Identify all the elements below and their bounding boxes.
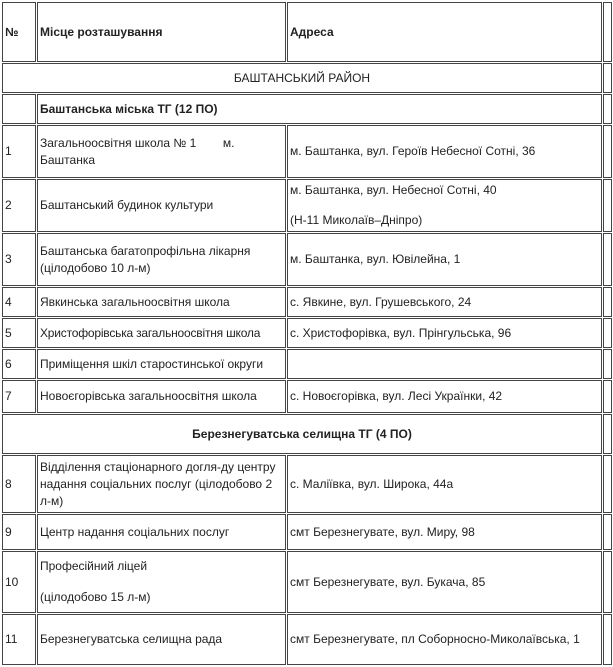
edge-cell [603, 414, 612, 454]
edge-cell [603, 94, 612, 124]
header-num [2, 2, 36, 62]
row-place [37, 349, 286, 379]
row-address [287, 287, 602, 317]
row-address [287, 380, 602, 413]
row-address [287, 455, 602, 513]
row-num-text: 5 [5, 325, 12, 340]
row-place [37, 614, 286, 665]
row-address [287, 514, 602, 550]
row-num [2, 380, 36, 413]
edge-cell [603, 2, 612, 62]
row-place [37, 455, 286, 513]
district-title: БАШТАНСЬКИЙ РАЙОН [233, 70, 371, 85]
edge-cell [603, 551, 612, 613]
row-place-text: Явкинська загальноосвітня школа [40, 294, 230, 309]
group-empty-cell [2, 94, 36, 124]
row-num [2, 287, 36, 317]
edge-cell [603, 514, 612, 550]
row-address-text: смт Березнегувате, вул. Букача, 85 [290, 574, 486, 589]
edge-cell [603, 318, 612, 348]
edge-cell [603, 287, 612, 317]
header-place-text: Місце розташування [40, 24, 163, 39]
row-place [37, 287, 286, 317]
row-address-text: с. Маліївка, вул. Широка, 44а [290, 476, 454, 491]
row-address-text: смт Березнегувате, пл Соборносно-Миколаївська, 1 [290, 632, 580, 646]
edge-cell [603, 63, 612, 93]
row-address [287, 551, 602, 613]
row-num-text: 7 [5, 389, 12, 403]
row-place [37, 233, 286, 286]
group-title-row [2, 414, 602, 454]
row-place-note: (цілодобово 15 л-м) [40, 590, 151, 604]
row-address-text: м. Баштанка, вул. Ювілейна, 1 [290, 252, 461, 266]
row-place-text: Баштанська багатопрофільна лікарня (цілодобово 10 л-м) [40, 243, 251, 275]
edge-cell [603, 125, 612, 178]
row-num [2, 455, 36, 513]
row-address [287, 614, 602, 665]
district-row [2, 63, 602, 93]
header-num-text: № [5, 24, 19, 39]
edge-cell [603, 455, 612, 513]
row-num-text: 2 [5, 198, 12, 212]
row-address [287, 179, 602, 232]
row-address-text: м. Баштанка, вул. Героїв Небесної Сотні, 36 [290, 144, 536, 158]
row-num-text: 9 [5, 524, 12, 539]
row-place-text: Приміщення шкіл старостинської округи [40, 356, 264, 371]
header-address-text: Адреса [290, 24, 334, 39]
row-num [2, 514, 36, 550]
row-place [37, 125, 286, 178]
row-num-text: 1 [5, 144, 12, 158]
row-num [2, 179, 36, 232]
row-num-text: 4 [5, 294, 12, 309]
group-title-row [37, 94, 602, 124]
row-num-text: 6 [5, 356, 12, 371]
row-place-text: Христофорівська загальноосвітня школа [40, 325, 261, 340]
row-num [2, 551, 36, 613]
row-address-text: с. Явкине, вул. Грушевського, 24 [290, 294, 472, 309]
row-num [2, 233, 36, 286]
header-place [37, 2, 286, 62]
row-address-note: (Н-11 Миколаїв–Дніпро) [290, 213, 423, 227]
row-place-text: Березнегуватська селищна рада [40, 632, 223, 646]
row-address [287, 349, 602, 379]
row-address [287, 318, 602, 348]
edge-cell [603, 614, 612, 665]
row-place [37, 380, 286, 413]
row-num-text: 8 [5, 476, 12, 491]
edge-cell [603, 380, 612, 413]
row-place [37, 514, 286, 550]
row-num [2, 318, 36, 348]
row-address-text: с. Новоєгорівка, вул. Лесі Українки, 42 [290, 389, 503, 403]
row-num [2, 349, 36, 379]
row-place-text: Загальноосвітня школа № 1 м. Баштанка [40, 135, 238, 167]
row-place-text: Центр надання соціальних послуг [40, 524, 230, 539]
row-address [287, 233, 602, 286]
edge-cell [603, 349, 612, 379]
row-place-text: Відділення стаціонарного догля-ду центру надання соціальних послуг (цілодобово 2 л-м) [40, 459, 276, 508]
row-num-text: 11 [5, 632, 18, 646]
row-num [2, 614, 36, 665]
group-title: Березнегуватська селищна ТГ (4 ПО) [192, 426, 412, 441]
group-title: Баштанська міська ТГ (12 ПО) [40, 101, 218, 116]
row-num-text: 3 [5, 252, 12, 266]
row-place-text: Професійний ліцей [40, 559, 148, 573]
row-place-text: Новоєгорівська загальноосвітня школа [40, 389, 257, 403]
header-address [287, 2, 602, 62]
row-address [287, 125, 602, 178]
row-place-text: Баштанський будинок культури [40, 198, 214, 212]
row-address-text: м. Баштанка, вул. Небесної Сотні, 40 [290, 183, 497, 197]
edge-cell [603, 179, 612, 232]
row-place [37, 318, 286, 348]
edge-cell [603, 233, 612, 286]
row-address-text: смт Березнегувате, вул. Миру, 98 [290, 524, 475, 539]
row-place [37, 551, 286, 613]
row-address-text: с. Христофорівка, вул. Прінгульська, 96 [290, 325, 512, 340]
row-num-text: 10 [5, 574, 19, 589]
row-place [37, 179, 286, 232]
row-num [2, 125, 36, 178]
